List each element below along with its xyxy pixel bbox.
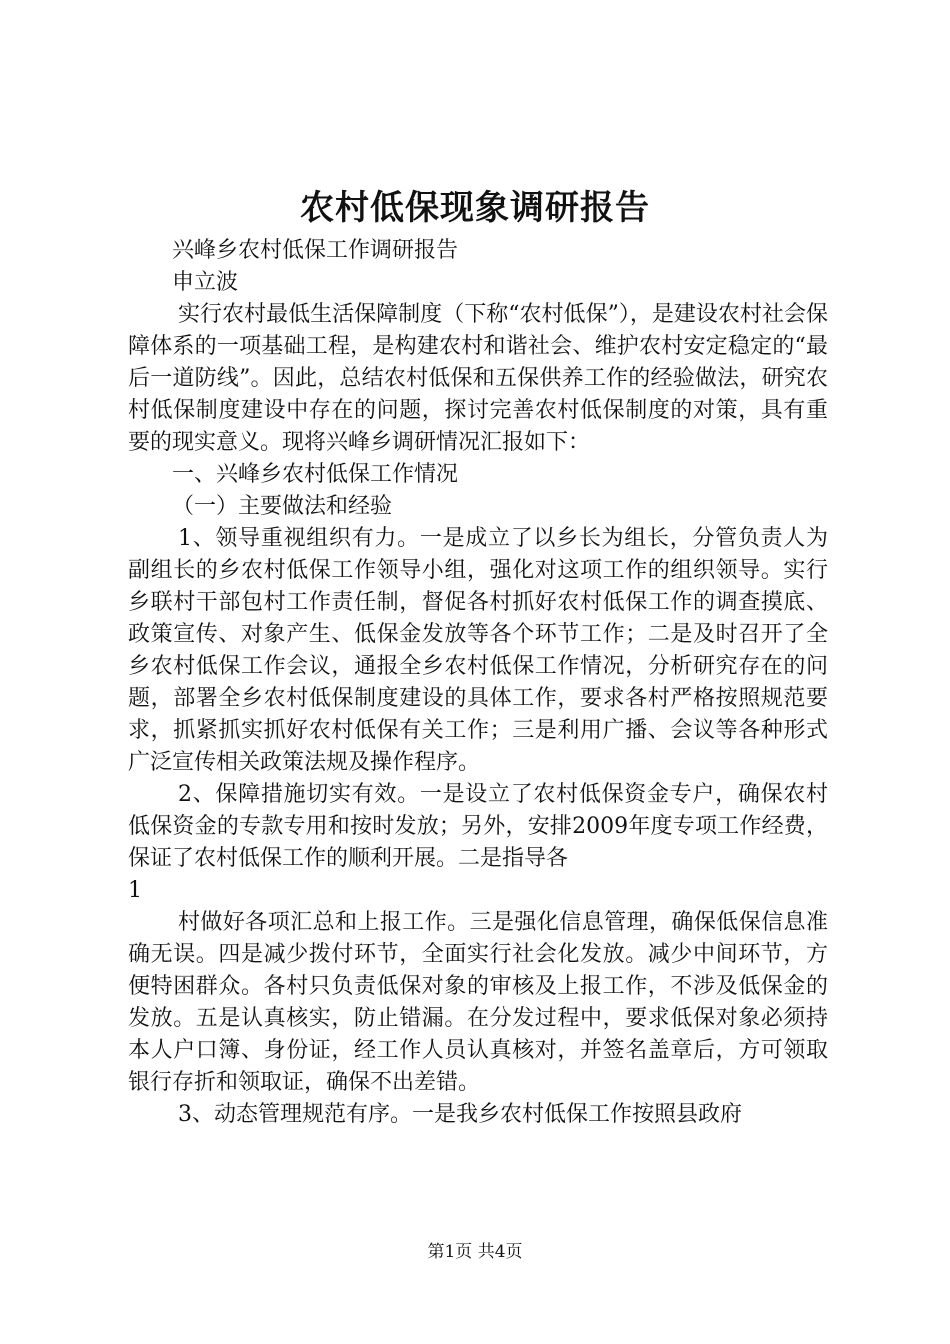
subsection-heading: （一）主要做法和经验 <box>172 494 393 519</box>
author-paragraph: 申立波 <box>172 270 239 295</box>
paragraph-measures: 2、保障措施切实有效。一是设立了农村低保资金专户，确保农村低保资金的专款专用和按时发放；另外，安排2009年度专项工作经费，保证了农村低保工作的顺利开展。二是指导各 <box>128 782 828 871</box>
intro-paragraph: 实行农村最低生活保障制度（下称“农村低保”），是建设农村社会保障体系的一项基础工程，是构建农村和谐社会、维护农村安定稳定的“最后一道防线”。因此，总结农村低保和五保供养工作的经验做法，研究农村低保制度建设中存在的问题，探讨完善农村低保制度的对策，具有重要的现实意义。现将兴峰乡调研情况汇报如下： <box>128 302 828 455</box>
section-heading: 一、兴峰乡农村低保工作情况 <box>172 462 459 487</box>
subtitle-paragraph: 兴峰乡农村低保工作调研报告 <box>172 238 459 263</box>
paragraph-measures-continued: 村做好各项汇总和上报工作。三是强化信息管理，确保低保信息准确无误。四是减少拨付环节，全面实行社会化发放。减少中间环节，方便特困群众。各村只负责低保对象的审核及上报工作，不涉及低保金的发放。五是认真核实，防止错漏。在分发过程中，要求低保对象必须持本人户口簿、身份证，经工作人员认真核对，并签名盖章后，方可领取银行存折和领取证，确保不出差错。 <box>128 910 828 1095</box>
inline-page-number: 1 <box>128 878 142 903</box>
paragraph-dynamic-management: 3、动态管理规范有序。一是我乡农村低保工作按照县政府 <box>178 1102 742 1127</box>
page-footer: 第1页 共4页 <box>427 1242 523 1262</box>
document-body <box>128 235 828 1131</box>
paragraph-leadership: 1、领导重视组织有力。一是成立了以乡长为组长，分管负责人为副组长的乡农村低保工作领导小组，强化对这项工作的组织领导。实行乡联村干部包村工作责任制，督促各村抓好农村低保工作的调查摸底、政策宣传、对象产生、低保金发放等各个环节工作；二是及时召开了全乡农村低保工作会议，通报全乡农村低保工作情况，分析研究存在的问题，部署全乡农村低保制度建设的具体工作，要求各村严格按照规范要求，抓紧抓实抓好农村低保有关工作；三是利用广播、会议等各种形式广泛宣传相关政策法规及操作程序。 <box>128 526 828 775</box>
document-title: 农村低保现象调研报告 <box>300 188 650 228</box>
